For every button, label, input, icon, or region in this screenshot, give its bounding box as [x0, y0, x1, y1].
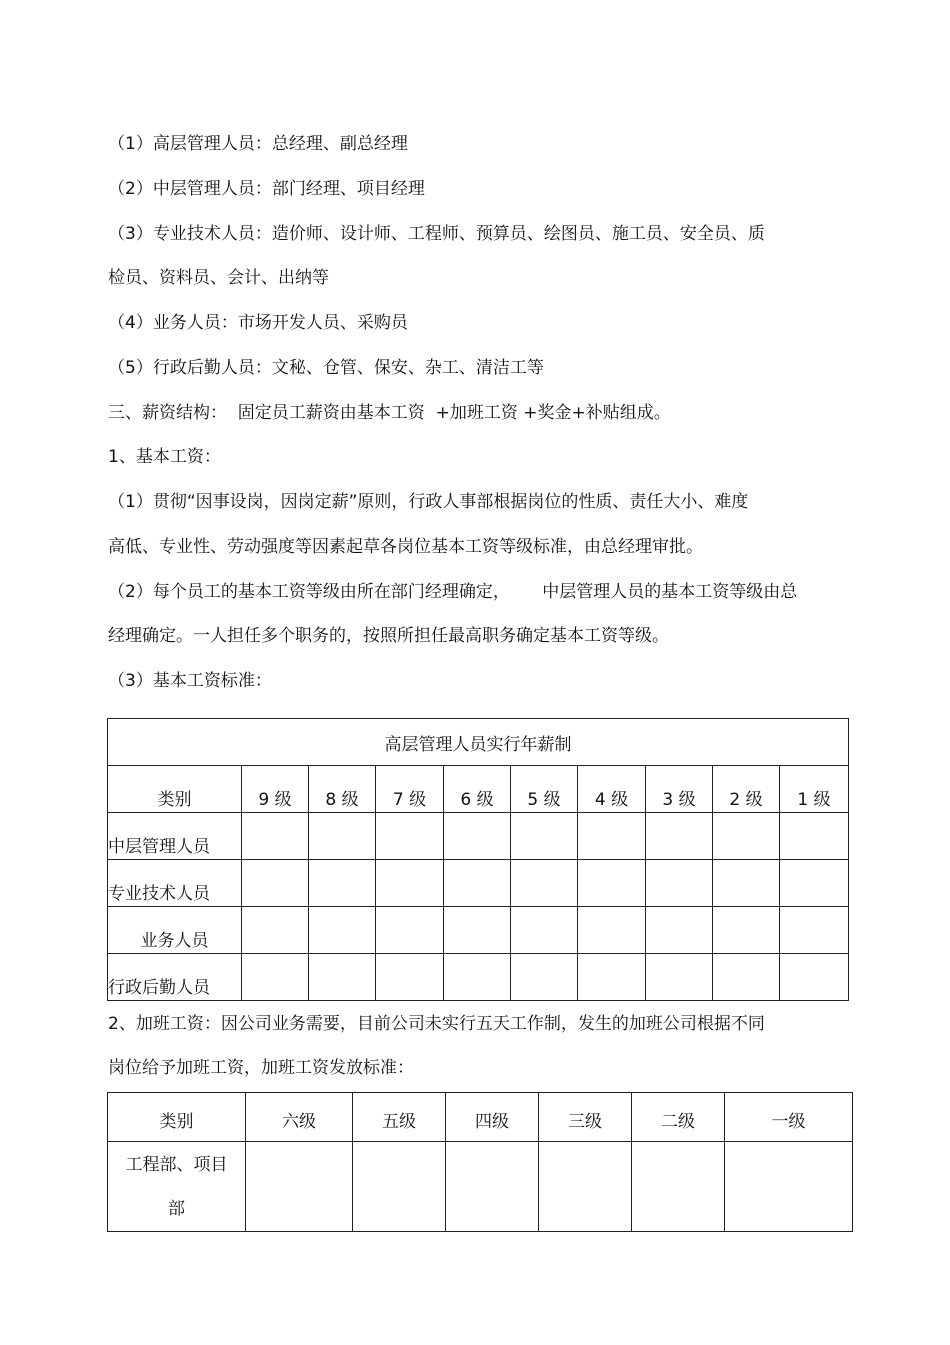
- row-label-line: 部: [168, 1198, 185, 1219]
- table-cell: [242, 954, 309, 1001]
- table-cell: [309, 907, 376, 954]
- column-header-level: 五级: [353, 1093, 446, 1142]
- column-header-category: 类别: [108, 766, 242, 813]
- row-label: 业务人员: [108, 907, 242, 954]
- table-row: [108, 1142, 853, 1232]
- column-header-level: 1 级: [780, 766, 849, 813]
- table-cell: [780, 954, 849, 1001]
- section-heading: 三、薪资结构： 固定员工薪资由基本工资 +加班工资 +奖金+补贴组成。: [108, 403, 671, 423]
- row-label: [108, 1142, 246, 1232]
- table-row: [108, 813, 849, 860]
- table-cell: [242, 860, 309, 907]
- table-cell: [511, 813, 578, 860]
- table-row: [108, 860, 849, 907]
- table-cell: [376, 860, 444, 907]
- table-cell: [646, 860, 713, 907]
- column-header-level: 四级: [446, 1093, 539, 1142]
- table-cell: [376, 813, 444, 860]
- table-cell: [725, 1142, 853, 1232]
- column-header-level: 8 级: [309, 766, 376, 813]
- table-cell: [511, 907, 578, 954]
- table-cell: [578, 813, 646, 860]
- column-header-level: 4 级: [578, 766, 646, 813]
- table-cell: [309, 954, 376, 1001]
- table-cell: [780, 907, 849, 954]
- text-line: 检员、资料员、会计、出纳等: [108, 268, 329, 288]
- table-cell: [444, 907, 511, 954]
- column-header-level: 二级: [632, 1093, 725, 1142]
- table-cell: [646, 813, 713, 860]
- table-cell: [444, 813, 511, 860]
- table-cell: [713, 907, 780, 954]
- table-cell: [446, 1142, 539, 1232]
- text-line: （2）每个员工的基本工资等级由所在部门经理确定， 中层管理人员的基本工资等级由总: [108, 582, 798, 602]
- table-cell: [309, 813, 376, 860]
- text-line: 经理确定。一人担任多个职务的，按照所担任最高职务确定基本工资等级。: [108, 626, 669, 646]
- row-label: 专业技术人员: [108, 860, 242, 907]
- text-line: （5）行政后勤人员：文秘、仓管、保安、杂工、清洁工等: [108, 358, 544, 378]
- text-line: 高低、专业性、劳动强度等因素起草各岗位基本工资等级标准，由总经理审批。: [108, 537, 703, 557]
- subsection-heading: 2、加班工资：因公司业务需要，目前公司未实行五天工作制，发生的加班公司根据不同: [108, 1014, 765, 1034]
- table-cell: [578, 860, 646, 907]
- text-line: （3）专业技术人员：造价师、设计师、工程师、预算员、绘图员、施工员、安全员、质: [108, 224, 765, 244]
- column-header-category: 类别: [108, 1093, 246, 1142]
- table-cell: [511, 860, 578, 907]
- table-cell: [353, 1142, 446, 1232]
- column-header-level: 三级: [539, 1093, 632, 1142]
- table-cell: [242, 907, 309, 954]
- table-row: [108, 907, 849, 954]
- table-cell: [242, 813, 309, 860]
- table-cell: [713, 954, 780, 1001]
- text-line: （4）业务人员：市场开发人员、采购员: [108, 313, 408, 333]
- table-cell: [246, 1142, 353, 1232]
- table-cell: [511, 954, 578, 1001]
- column-header-level: 2 级: [713, 766, 780, 813]
- table-cell: [713, 860, 780, 907]
- table-cell: [539, 1142, 632, 1232]
- column-header-level: 7 级: [376, 766, 444, 813]
- column-header-level: 6 级: [444, 766, 511, 813]
- column-header-level: 六级: [246, 1093, 353, 1142]
- table-cell: [578, 954, 646, 1001]
- table-cell: [646, 954, 713, 1001]
- column-header-level: 5 级: [511, 766, 578, 813]
- column-header-level: 9 级: [242, 766, 309, 813]
- table-cell: [646, 907, 713, 954]
- subsection-heading: 1、基本工资：: [108, 447, 221, 467]
- row-label: 中层管理人员: [108, 813, 242, 860]
- table-cell: [444, 954, 511, 1001]
- table-cell: [578, 907, 646, 954]
- table-cell: [309, 860, 376, 907]
- table-cell: [780, 860, 849, 907]
- row-label-line: 工程部、项目: [125, 1154, 228, 1175]
- table-cell: [376, 954, 444, 1001]
- column-header-level: 3 级: [646, 766, 713, 813]
- table-cell: [780, 813, 849, 860]
- text-line: 岗位给予加班工资，加班工资发放标准：: [108, 1058, 414, 1078]
- table-cell: [444, 860, 511, 907]
- row-label: 行政后勤人员: [108, 954, 242, 1001]
- text-line: （3）基本工资标准：: [108, 671, 272, 691]
- text-line: （1）贯彻“因事设岗，因岗定薪”原则，行政人事部根据岗位的性质、责任大小、难度: [108, 492, 749, 512]
- table-cell: [632, 1142, 725, 1232]
- table-cell: [713, 813, 780, 860]
- table-row: [108, 954, 849, 1001]
- overtime-pay-table: [107, 1092, 853, 1232]
- table-header: 高层管理人员实行年薪制: [108, 719, 849, 766]
- base-salary-table: [107, 718, 849, 1001]
- text-line: （2）中层管理人员：部门经理、项目经理: [108, 179, 425, 199]
- column-header-level: 一级: [725, 1093, 853, 1142]
- text-line: （1）高层管理人员：总经理、副总经理: [108, 134, 408, 154]
- table-cell: [376, 907, 444, 954]
